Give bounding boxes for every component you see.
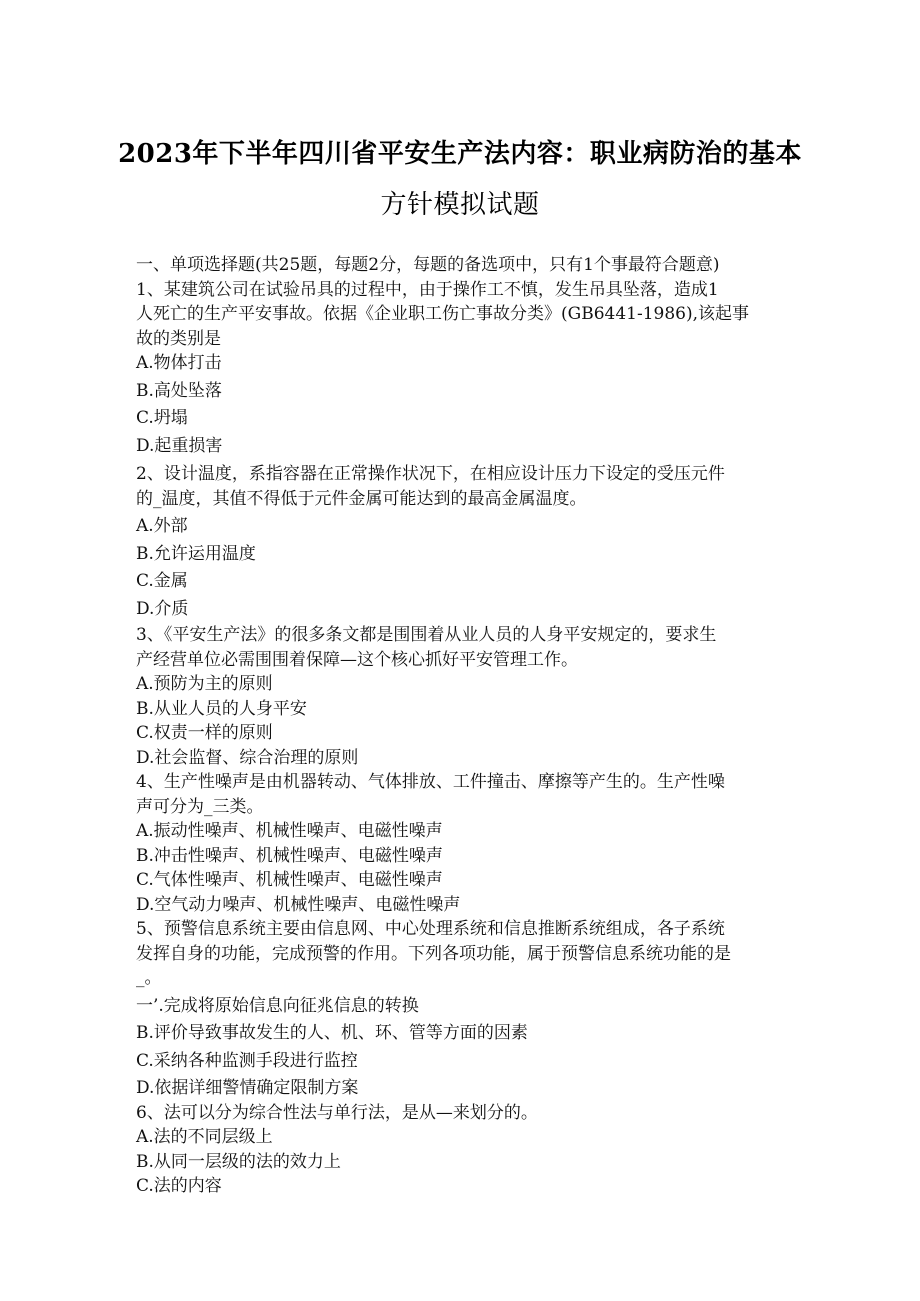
question-2 [136, 462, 796, 621]
option-c: C.坍塌 [136, 408, 188, 428]
option-c: C.气体性噪声、机械性噪声、电磁性噪声 [136, 870, 443, 890]
option-d: D.依据详细警情确定限制方案 [136, 1078, 359, 1098]
option-d: D.起重损害 [136, 435, 223, 456]
option-d: D.介质 [136, 598, 189, 619]
option-c: C.金属 [136, 571, 188, 591]
question-text-line: 2、设计温度，系指容器在正常操作状况下，在相应设计压力下设定的受压元件 [136, 464, 725, 484]
question-3 [136, 623, 796, 770]
question-text-line: 发挥自身的功能，完成预警的作用。下列各项功能，属于预警信息系统功能的是 [136, 943, 731, 964]
question-text-line: 3、《平安生产法》的很多条文都是围围着从业人员的人身平安规定的，要求生 [136, 625, 717, 645]
option-a: A.外部 [136, 516, 188, 536]
option-a: A.物体打击 [136, 353, 222, 373]
option-d: D.空气动力噪声、机械性噪声、电磁性噪声 [136, 894, 461, 915]
option-a: A.法的不同层级上 [136, 1127, 273, 1147]
option-a: A.振动性噪声、机械性噪声、电磁性噪声 [136, 821, 443, 841]
question-text-line: 声可分为_三类。 [136, 796, 264, 817]
option-a: A.预防为主的原则 [136, 674, 273, 694]
section-heading: 一、单项选择题(共25题，每题2分，每题的备选项中，只有1个事最符合题意) [136, 255, 720, 275]
option-d: D.社会监督、综合治理的原则 [136, 747, 359, 768]
question-text-line: 产经营单位必需围围着保障—这个核心抓好平安管理工作。 [136, 649, 578, 670]
question-text-line: 6、法可以分为综合性法与单行法，是从—来划分的。 [136, 1102, 538, 1123]
document-title-line-2: 方针模拟试题 [380, 190, 540, 220]
option-b: B.冲击性噪声、机械性噪声、电磁性噪声 [136, 845, 443, 866]
question-6 [136, 1101, 796, 1199]
option-b: B.允许运用温度 [136, 543, 256, 564]
option-c: C.法的内容 [136, 1176, 222, 1196]
option-b: B.高处坠落 [136, 380, 222, 401]
option-b: B.从业人员的人身平安 [136, 698, 307, 719]
question-text-line: 故的类别是 [136, 328, 221, 349]
option-c: C.权责一样的原则 [136, 723, 273, 743]
question-5 [136, 917, 796, 1101]
question-1 [136, 278, 796, 459]
question-text-line: 1、某建筑公司在试验吊具的过程中，由于操作工不慎，发生吊具坠落，造成1 [136, 279, 719, 300]
option-a: 一’.完成将原始信息向征兆信息的转换 [136, 995, 419, 1016]
option-c: C.采纳各种监测手段进行监控 [136, 1050, 358, 1071]
document-body [136, 253, 796, 1199]
option-b: B.评价导致事故发生的人、机、环、管等方面的因素 [136, 1023, 528, 1043]
question-text-line: 人死亡的生产平安事故。依据《企业职工伤亡事故分类》(GB6441-1986),该起事 [136, 304, 750, 324]
question-text-line: 5、预警信息系统主要由信息网、中心处理系统和信息推断系统组成，各子系统 [136, 919, 725, 939]
option-b: B.从同一层级的法的效力上 [136, 1151, 341, 1172]
document-title-line-1: 2023年下半年四川省平安生产法内容：职业病防治的基本 [118, 139, 802, 169]
question-4 [136, 770, 796, 917]
question-text-line: 4、生产性噪声是由机器转动、气体排放、工件撞击、摩擦等产生的。生产性噪 [136, 772, 725, 792]
question-text-line: _。 [136, 968, 162, 988]
question-text-line: 的_温度，其值不得低于元件金属可能达到的最高金属温度。 [136, 488, 587, 509]
